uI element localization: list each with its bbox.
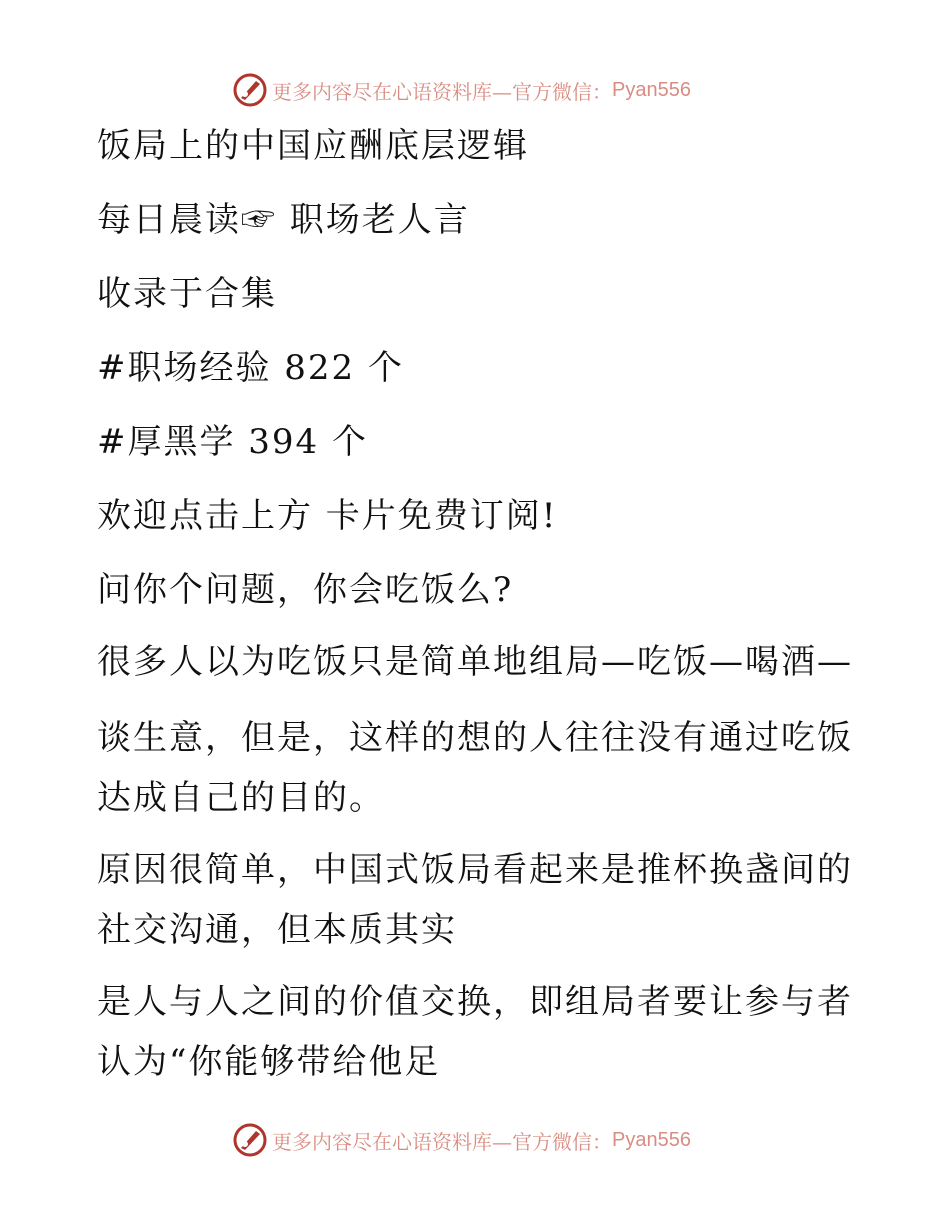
text-line: #厚黑学 394 个: [97, 422, 368, 462]
text-line: 很多人以为吃饭只是简单地组局—吃饭—喝酒—: [97, 642, 853, 682]
text-line: 每日晨读☞ 职场老人言: [97, 200, 470, 240]
article-title: 饭局上的中国应酬底层逻辑: [97, 126, 529, 166]
text-line: 社交沟通，但本质其实: [97, 910, 457, 950]
text-line: 问你个问题，你会吃饭么?: [97, 570, 514, 610]
text-line: 原因很简单，中国式饭局看起来是推杯换盏间的: [97, 850, 853, 890]
watermark-text: 更多内容尽在心语资料库—官方微信：: [272, 79, 612, 104]
text-line: 达成自己的目的。: [97, 778, 385, 818]
footer-watermark-banner: [232, 1120, 712, 1160]
text-line: #职场经验 822 个: [97, 348, 404, 388]
seal-logo-icon: [232, 72, 268, 108]
header-watermark-banner: [232, 70, 712, 110]
watermark-text: 更多内容尽在心语资料库—官方微信：: [272, 1129, 612, 1154]
text-line: 是人与人之间的价值交换，即组局者要让参与者: [97, 982, 853, 1022]
watermark-handle: Pyan556: [612, 78, 691, 101]
text-line: 欢迎点击上方 卡片免费订阅!: [97, 496, 558, 536]
text-line: 谈生意，但是，这样的想的人往往没有通过吃饭: [97, 718, 853, 758]
text-line: 认为“你能够带给他足: [97, 1042, 441, 1082]
text-line: 收录于合集: [97, 274, 277, 314]
seal-logo-icon: [232, 1122, 268, 1158]
watermark-handle: Pyan556: [612, 1128, 691, 1151]
